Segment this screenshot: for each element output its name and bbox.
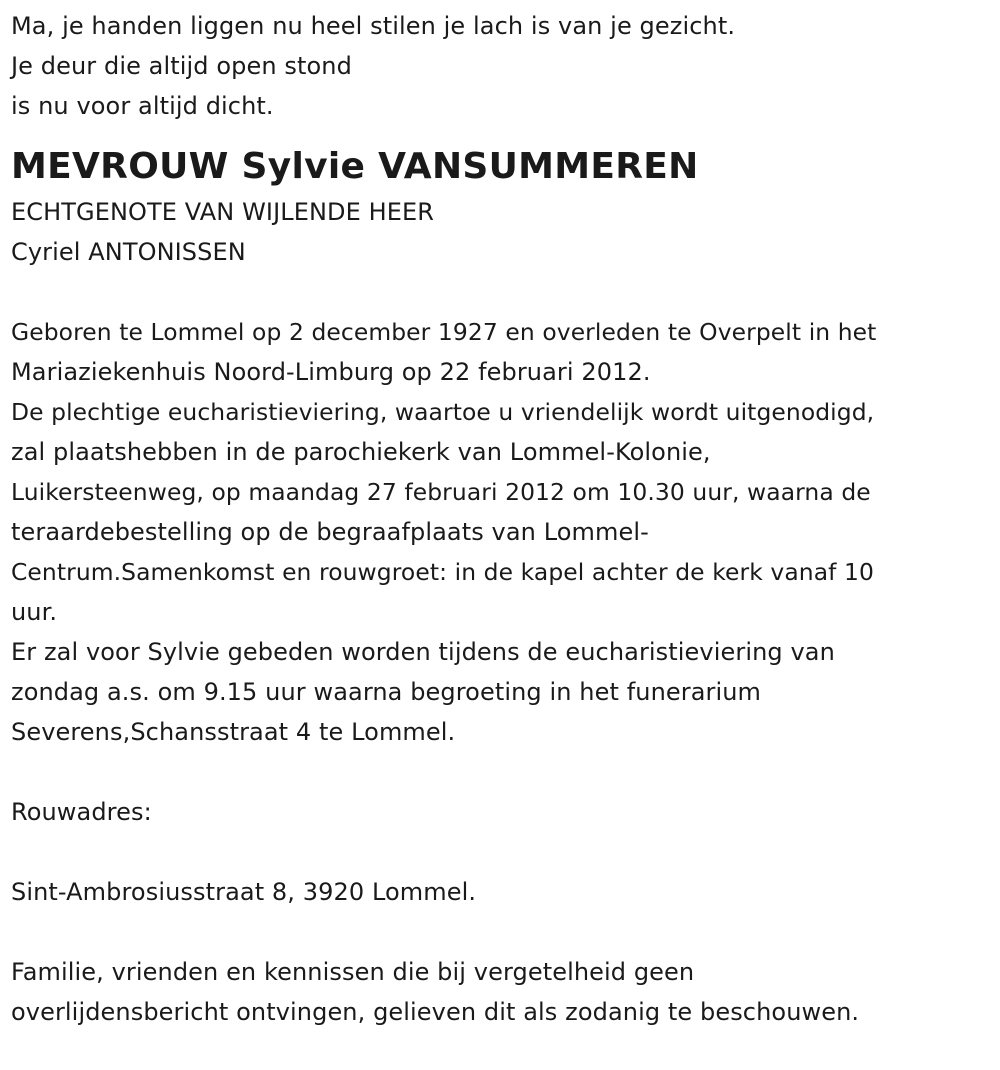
poem-line: is nu voor altijd dicht.	[11, 92, 274, 120]
deceased-name: MEVROUW Sylvie VANSUMMEREN	[11, 146, 699, 187]
body-line: De plechtige eucharistieviering, waartoe u vriendelijk wordt uitgenodigd,	[11, 398, 875, 426]
spacer	[11, 912, 996, 952]
closing-line: overlijdensbericht ontvingen, gelieven dit als zodanig te beschouwen.	[11, 998, 860, 1026]
body-line: Mariaziekenhuis Noord-Limburg op 22 februari 2012.	[11, 358, 651, 386]
poem-line: Ma, je handen liggen nu heel stilen je lach is van je gezicht.	[11, 12, 736, 40]
poem-line: Je deur die altijd open stond	[11, 52, 352, 80]
spouse-name: Cyriel ANTONISSEN	[11, 238, 246, 266]
obituary-document	[11, 6, 996, 1032]
address-label: Rouwadres:	[11, 798, 152, 826]
body-line: zal plaatshebben in de parochiekerk van Lommel-Kolonie,	[11, 438, 711, 466]
body-line: teraardebestelling op de begraafplaats van Lommel-	[11, 518, 649, 546]
spacer	[11, 752, 996, 792]
body-line: Luikersteenweg, op maandag 27 februari 2012 om 10.30 uur, waarna de	[11, 478, 871, 506]
body-line: Centrum.Samenkomst en rouwgroet: in de kapel achter de kerk vanaf 10	[11, 558, 874, 586]
spacer	[11, 272, 996, 312]
body-line: uur.	[11, 598, 58, 626]
address-value: Sint-Ambrosiusstraat 8, 3920 Lommel.	[11, 878, 477, 906]
closing-line: Familie, vrienden en kennissen die bij vergetelheid geen	[11, 958, 695, 986]
body-line: zondag a.s. om 9.15 uur waarna begroeting in het funerarium	[11, 678, 762, 706]
body-line: Geboren te Lommel op 2 december 1927 en overleden te Overpelt in het	[11, 318, 877, 346]
closing-note	[11, 952, 996, 1032]
obituary-body	[11, 312, 996, 752]
relation-line: ECHTGENOTE VAN WIJLENDE HEER	[11, 198, 435, 226]
spacer	[11, 832, 996, 872]
body-line: Severens,Schansstraat 4 te Lommel.	[11, 718, 456, 746]
body-line: Er zal voor Sylvie gebeden worden tijdens de eucharistieviering van	[11, 638, 835, 666]
poem	[11, 6, 996, 126]
